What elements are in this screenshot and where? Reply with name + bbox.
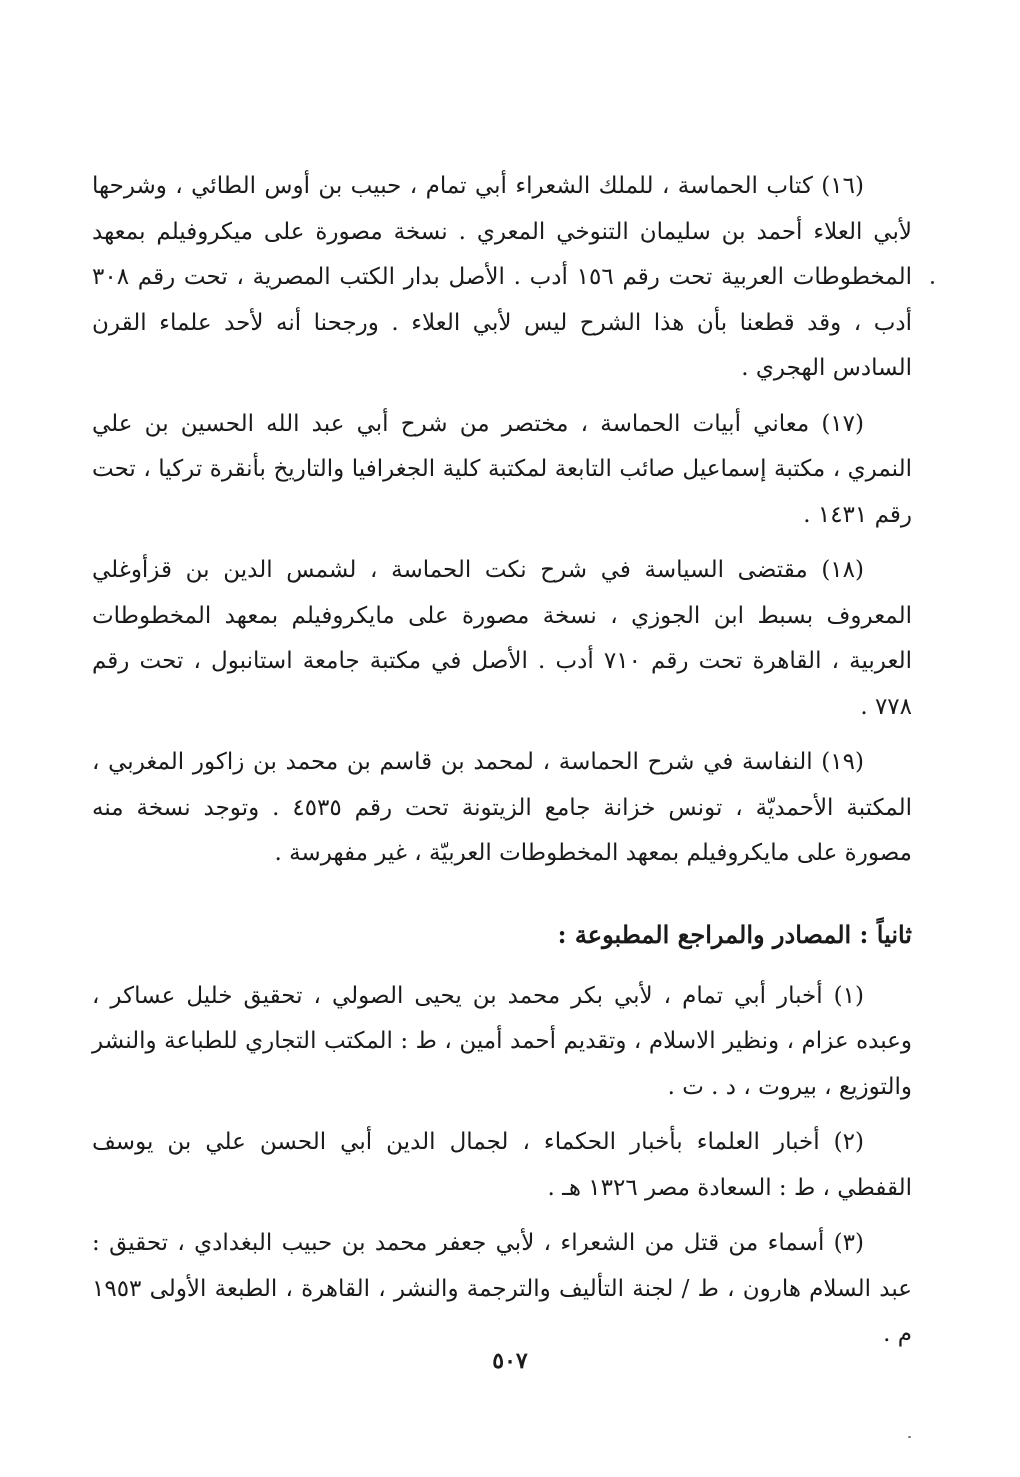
reference-entry-3: (٣) أسماء من قتل من الشعراء ، لأبي جعفر محمد بن حبيب البغدادي ، تحقيق : عبد السلام هارون ، ط / لجنة التأليف والترجمة والنشر ، القاهرة ، الطبعة الأولى ١٩٥٣ م . <box>92 1230 912 1347</box>
reference-entry-17: (١٧) معاني أبيات الحماسة ، مختصر من شرح أبي عبد الله الحسين بن علي النمري ، مكتبة إسماعيل صائب التابعة لمكتبة كلية الجغرافيا والتاريخ بأنقرة تركيا ، تحت رقم ١٤٣١ . <box>92 410 912 528</box>
reference-entry-2: (٢) أخبار العلماء بأخبار الحكماء ، لجمال الدين أبي الحسن علي بن يوسف القفطي ، ط : السعادة مصر ١٣٢٦ هـ . <box>92 1129 912 1201</box>
reference-entry-18: (١٨) مقتضى السياسة في شرح نكت الحماسة ، لشمس الدين بن قزأوغلي المعروف بسبط ابن الجوزي ، نسخة مصورة على مايكروفيلم بمعهد المخطوطات العربية ، القاهرة تحت رقم ٧١٠ أدب . الأصل في مكتبة جامعة استانبول ، تحت رقم ٧٧٨ . <box>92 557 912 720</box>
reference-entry-19: (١٩) النفاسة في شرح الحماسة ، لمحمد بن قاسم بن محمد بن زاكور المغربي ، المكتبة الأحمديّة ، تونس خزانة جامع الزيتونة تحت رقم ٤٥٣٥ . وتوجد نسخة منه مصورة على مايكروفيلم بمعهد المخطوطات العربيّة ، غير مفهرسة . <box>92 749 912 866</box>
page-number: ٥٠٧ <box>492 1348 528 1374</box>
section-heading: ثانياً : المصادر والمراجع المطبوعة : <box>557 920 912 949</box>
manuscripts-section <box>92 164 912 887</box>
printed-sources-section <box>92 912 912 1368</box>
scan-speck <box>931 281 934 284</box>
reference-entry-1: (١) أخبار أبي تمام ، لأبي بكر محمد بن يحيى الصولي ، تحقيق خليل عساكر ، وعبده عزام ، ونظير الاسلام ، وتقديم أحمد أمين ، ط : المكتب التجاري للطباعة والنشر والتوزيع ، بيروت ، د . ت . <box>92 982 912 1100</box>
scan-speck <box>908 1436 911 1438</box>
reference-entry-16: (١٦) كتاب الحماسة ، للملك الشعراء أبي تمام ، حبيب بن أوس الطائي ، وشرحها لأبي العلاء أحمد بن سليمان التنوخي المعري . نسخة مصورة على ميكروفيلم بمعهد المخطوطات العربية تحت رقم ١٥٦ أدب . الأصل بدار الكتب المصرية ، تحت رقم ٣٠٨ أدب ، وقد قطعنا بأن هذا الشرح ليس لأبي العلاء . ورجحنا أنه لأحد علماء القرن السادس الهجري . <box>92 173 912 381</box>
